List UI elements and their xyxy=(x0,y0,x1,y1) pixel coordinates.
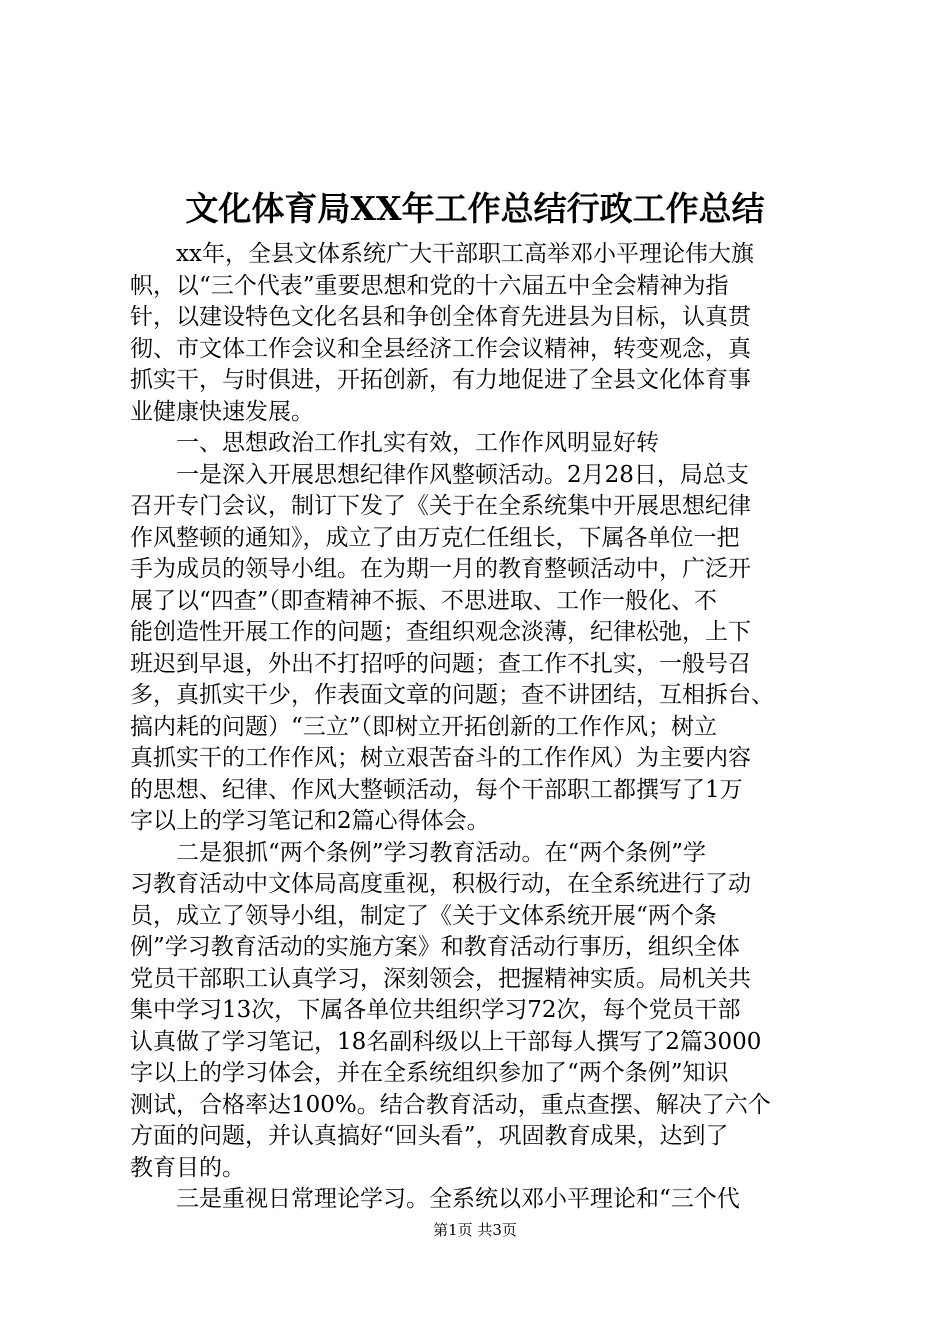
text-line: 抓实干，与时俱进，开拓创新，有力地促进了全县文化体育事 xyxy=(130,367,751,393)
text-line: 三是重视日常理论学习。全系统以邓小平理论和“三个代 xyxy=(130,1186,740,1212)
text-line: 作风整顿的通知》，成立了由万克仁任组长，下属各单位一把 xyxy=(130,524,740,551)
page-footer: 第1页 共3页 xyxy=(433,1221,517,1239)
text-line: 一是深入开展思想纪律作风整顿活动。2月28日，局总支 xyxy=(130,461,749,488)
text-line: 手为成员的领导小组。在为期一月的教育整顿活动中，广泛开 xyxy=(130,556,751,582)
text-line: 搞内耗的问题）“三立”（即树立开拓创新的工作作风；树立 xyxy=(130,713,718,740)
document-title: 文化体育局XX年工作总结行政工作总结 xyxy=(185,189,765,228)
text-line: 集中学习13次，下属各单位共组织学习72次，每个党员干部 xyxy=(130,997,741,1023)
text-line: 业健康快速发展。 xyxy=(130,398,314,425)
text-line: 测试，合格率达100%。结合教育活动，重点查摆、解决了六个 xyxy=(130,1091,771,1118)
text-line: 例”学习教育活动的实施方案》和教育活动行事历，组织全体 xyxy=(130,934,740,960)
text-line: 认真做了学习笔记，18名副科级以上干部每人撰写了2篇3000 xyxy=(130,1028,762,1055)
text-line: 员，成立了领导小组，制定了《关于文体系统开展“两个条 xyxy=(130,902,717,929)
text-line: xx年，全县文体系统广大干部职工高举邓小平理论伟大旗 xyxy=(130,241,754,267)
document-body xyxy=(130,239,830,1216)
text-line: 彻、市文体工作会议和全县经济工作会议精神，转变观念，真 xyxy=(130,335,751,362)
text-line: 真抓实干的工作作风；树立艰苦奋斗的工作作风）为主要内容 xyxy=(130,745,751,771)
text-line: 的思想、纪律、作风大整顿活动，每个干部职工都撰写了1万 xyxy=(130,776,743,803)
text-line: 教育目的。 xyxy=(130,1154,245,1181)
text-line: 二是狠抓“两个条例”学习教育活动。在“两个条例”学 xyxy=(130,839,707,866)
text-line: 能创造性开展工作的问题；查组织观念淡薄，纪律松弛，上下 xyxy=(130,619,751,645)
text-line: 字以上的学习体会，并在全系统组织参加了“两个条例”知识 xyxy=(130,1060,729,1086)
text-line: 方面的问题，并认真搞好“回头看”，巩固教育成果，达到了 xyxy=(130,1123,729,1149)
text-line: 一、思想政治工作扎实有效，工作作风明显好转 xyxy=(130,430,659,456)
text-line: 展了以“四查”（即查精神不振、不思进取、工作一般化、不 xyxy=(130,587,718,614)
text-line: 针，以建设特色文化名县和争创全体育先进县为目标，认真贯 xyxy=(130,304,751,330)
text-line: 习教育活动中文体局高度重视，积极行动，在全系统进行了动 xyxy=(130,871,751,897)
text-line: 字以上的学习笔记和2篇心得体会。 xyxy=(130,808,490,834)
text-line: 多，真抓实干少，作表面文章的问题；查不讲团结，互相拆台、 xyxy=(130,682,774,708)
text-line: 班迟到早退，外出不打招呼的问题；查工作不扎实，一般号召 xyxy=(130,650,751,677)
text-line: 党员干部职工认真学习，深刻领会，把握精神实质。局机关共 xyxy=(130,965,751,992)
text-line: 帜，以“三个代表”重要思想和党的十六届五中全会精神为指 xyxy=(130,272,729,299)
text-line: 召开专门会议，制订下发了《关于在全系统集中开展思想纪律 xyxy=(130,493,751,519)
